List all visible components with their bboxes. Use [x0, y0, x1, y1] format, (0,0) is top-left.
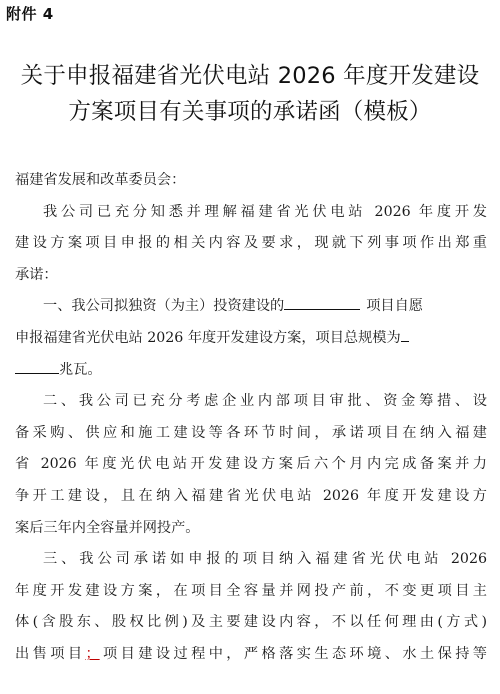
document-title — [0, 58, 500, 130]
title-line-1: 关于申报福建省光伏电站 2026 年度开发建设 — [20, 63, 480, 89]
intro-line-2: 建设方案项目申报的相关内容及要求，现就下列事项作出郑重 — [15, 235, 487, 252]
item1-text-b: 项目自愿 — [366, 298, 423, 315]
item2-line-4: 争开工建设，且在纳入福建省光伏电站 2026 年度开发建设方 — [15, 487, 487, 504]
item3-line-2: 年度开发建设方案，在项目全容量并网投产前，不变更项目主 — [15, 582, 487, 599]
attachment-label: 附件 4 — [6, 5, 54, 23]
item2-line-5: 案后三年内全容量并网投产。 — [15, 519, 200, 536]
item1-line-1 — [15, 291, 487, 323]
intro-line-1: 我公司已充分知悉并理解福建省光伏电站 2026 年度开发 — [43, 203, 487, 220]
scale-blank-part1[interactable] — [401, 323, 409, 342]
letter-body — [15, 165, 487, 671]
item1-line-2 — [15, 323, 487, 355]
item2-line-3: 省 2026 年度光伏电站开发建设方案后六个月内完成备案并力 — [15, 456, 487, 473]
item3-line-1: 三、我公司承诺如申报的项目纳入福建省光伏电站 2026 — [43, 551, 487, 568]
item3-line-3: 体(含股东、股权比例)及主要建设内容，不以任何理由(方式) — [15, 614, 487, 631]
item2-line-1: 二、我公司已充分考虑企业内部项目审批、资金筹措、设 — [43, 393, 487, 410]
item3-text-a: 出售项目 — [15, 645, 86, 662]
item1-text-d: 兆瓦。 — [59, 361, 102, 378]
intro-line-3: 承诺： — [15, 266, 58, 283]
item1-text-a: 一、我公司拟独资（为主）投资建设的 — [43, 298, 285, 315]
item2-line-2: 备采购、供应和施工建设等各环节时间，承诺项目在纳入福建 — [15, 424, 487, 441]
scale-blank-part2[interactable] — [15, 355, 59, 374]
item3-text-b: 项目建设过程中，严格落实生态环境、水土保持等 — [99, 645, 487, 662]
item1-text-c: 申报福建省光伏电站 2026 年度开发建设方案，项目总规模为 — [15, 329, 401, 346]
project-name-blank[interactable] — [284, 291, 360, 310]
item3-line-4 — [15, 639, 487, 671]
title-line-2: 方案项目有关事项的承诺函（模板） — [68, 99, 432, 125]
salutation: 福建省发展和改革委员会： — [15, 172, 186, 188]
item1-line-3 — [15, 355, 487, 387]
revision-mark: ； — [85, 645, 100, 662]
